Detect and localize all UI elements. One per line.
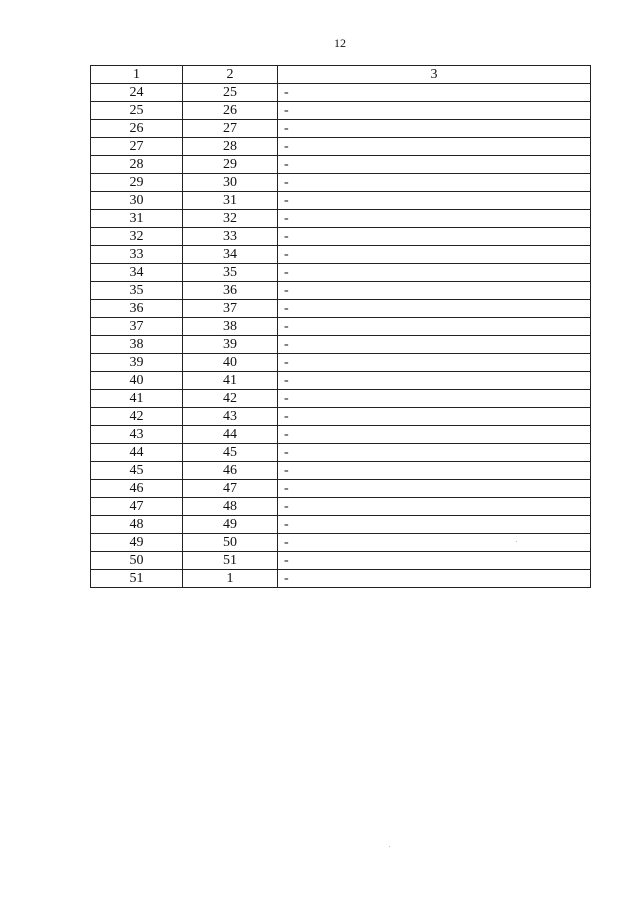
table-row [91, 444, 591, 462]
table-cell-col1: 46 [91, 480, 183, 498]
table-cell-col2: 32 [183, 210, 278, 228]
table-cell-col2: 30 [183, 174, 278, 192]
table-cell-col1: 48 [91, 516, 183, 534]
table-cell-col3: - [278, 174, 591, 192]
table-row [91, 408, 591, 426]
table-row [91, 156, 591, 174]
table-cell-col2: 46 [183, 462, 278, 480]
table-cell-col2: 44 [183, 426, 278, 444]
data-table [90, 65, 591, 588]
table-cell-col3: - [278, 84, 591, 102]
scan-speck [389, 846, 390, 847]
table-cell-col2: 31 [183, 192, 278, 210]
table-cell-col3: - [278, 282, 591, 300]
table-cell-col1: 35 [91, 282, 183, 300]
table-cell-col3: - [278, 444, 591, 462]
table-cell-col2: 47 [183, 480, 278, 498]
table-cell-col3: - [278, 246, 591, 264]
table-cell-col1: 28 [91, 156, 183, 174]
table-cell-col3: - [278, 300, 591, 318]
table-cell-col2: 43 [183, 408, 278, 426]
table-row [91, 336, 591, 354]
table-row [91, 552, 591, 570]
table-cell-col1: 33 [91, 246, 183, 264]
table-row [91, 192, 591, 210]
table-cell-col1: 37 [91, 318, 183, 336]
table-cell-col2: 29 [183, 156, 278, 174]
table-cell-col2: 41 [183, 372, 278, 390]
table-cell-col1: 29 [91, 174, 183, 192]
table-cell-col3: - [278, 480, 591, 498]
table-cell-col1: 34 [91, 264, 183, 282]
table-row [91, 372, 591, 390]
table-body [91, 84, 591, 588]
table-cell-col1: 24 [91, 84, 183, 102]
table-row [91, 426, 591, 444]
table-cell-col2: 37 [183, 300, 278, 318]
table-cell-col1: 40 [91, 372, 183, 390]
table-row [91, 120, 591, 138]
table-cell-col2: 38 [183, 318, 278, 336]
table-cell-col1: 27 [91, 138, 183, 156]
table-cell-col2: 26 [183, 102, 278, 120]
table-cell-col1: 30 [91, 192, 183, 210]
table-row [91, 390, 591, 408]
table-cell-col2: 40 [183, 354, 278, 372]
table-cell-col2: 33 [183, 228, 278, 246]
table-cell-col1: 47 [91, 498, 183, 516]
table-cell-col1: 38 [91, 336, 183, 354]
table-cell-col2: 27 [183, 120, 278, 138]
table-cell-col2: 49 [183, 516, 278, 534]
table-cell-col2: 45 [183, 444, 278, 462]
table-cell-col1: 26 [91, 120, 183, 138]
table-row [91, 246, 591, 264]
table-cell-col2: 1 [183, 570, 278, 588]
table-row [91, 300, 591, 318]
table-cell-col1: 43 [91, 426, 183, 444]
scan-speck [516, 541, 517, 542]
table-cell-col1: 39 [91, 354, 183, 372]
table-cell-col3: - [278, 372, 591, 390]
table-row [91, 318, 591, 336]
table-cell-col2: 39 [183, 336, 278, 354]
table-row [91, 84, 591, 102]
table-cell-col3: - [278, 570, 591, 588]
table-cell-col1: 42 [91, 408, 183, 426]
table-cell-col1: 49 [91, 534, 183, 552]
table-row [91, 480, 591, 498]
table-row [91, 102, 591, 120]
table-cell-col2: 42 [183, 390, 278, 408]
table-cell-col2: 35 [183, 264, 278, 282]
table-cell-col3: - [278, 156, 591, 174]
table-cell-col1: 45 [91, 462, 183, 480]
table-cell-col2: 36 [183, 282, 278, 300]
table-cell-col1: 36 [91, 300, 183, 318]
table-cell-col2: 51 [183, 552, 278, 570]
table-cell-col3: - [278, 462, 591, 480]
table-row [91, 516, 591, 534]
page-number: 12 [334, 36, 346, 50]
table-row [91, 570, 591, 588]
table-cell-col1: 32 [91, 228, 183, 246]
table-cell-col1: 41 [91, 390, 183, 408]
column-header-2: 2 [183, 66, 278, 84]
table-cell-col3: - [278, 120, 591, 138]
table-row [91, 210, 591, 228]
table-row [91, 228, 591, 246]
table-row [91, 498, 591, 516]
table-cell-col3: - [278, 102, 591, 120]
table-header-row [91, 66, 591, 84]
table-row [91, 174, 591, 192]
table-cell-col3: - [278, 408, 591, 426]
table-row [91, 264, 591, 282]
table-cell-col3: - [278, 534, 591, 552]
table-cell-col3: - [278, 210, 591, 228]
table-cell-col3: - [278, 264, 591, 282]
table-cell-col1: 25 [91, 102, 183, 120]
table-row [91, 354, 591, 372]
column-header-3: 3 [278, 66, 591, 84]
table-row [91, 534, 591, 552]
table-cell-col3: - [278, 192, 591, 210]
table-cell-col2: 50 [183, 534, 278, 552]
table-cell-col3: - [278, 336, 591, 354]
table-cell-col1: 51 [91, 570, 183, 588]
table-cell-col3: - [278, 318, 591, 336]
table-row [91, 462, 591, 480]
table-row [91, 282, 591, 300]
table-cell-col3: - [278, 138, 591, 156]
table-cell-col3: - [278, 390, 591, 408]
table-cell-col3: - [278, 354, 591, 372]
table-cell-col2: 34 [183, 246, 278, 264]
table-cell-col3: - [278, 516, 591, 534]
table-cell-col3: - [278, 552, 591, 570]
table-cell-col2: 48 [183, 498, 278, 516]
table-cell-col3: - [278, 498, 591, 516]
table-cell-col2: 25 [183, 84, 278, 102]
table-cell-col1: 31 [91, 210, 183, 228]
table-cell-col2: 28 [183, 138, 278, 156]
table-cell-col1: 44 [91, 444, 183, 462]
column-header-1: 1 [91, 66, 183, 84]
table-cell-col3: - [278, 228, 591, 246]
table-row [91, 138, 591, 156]
table-cell-col3: - [278, 426, 591, 444]
table-cell-col1: 50 [91, 552, 183, 570]
